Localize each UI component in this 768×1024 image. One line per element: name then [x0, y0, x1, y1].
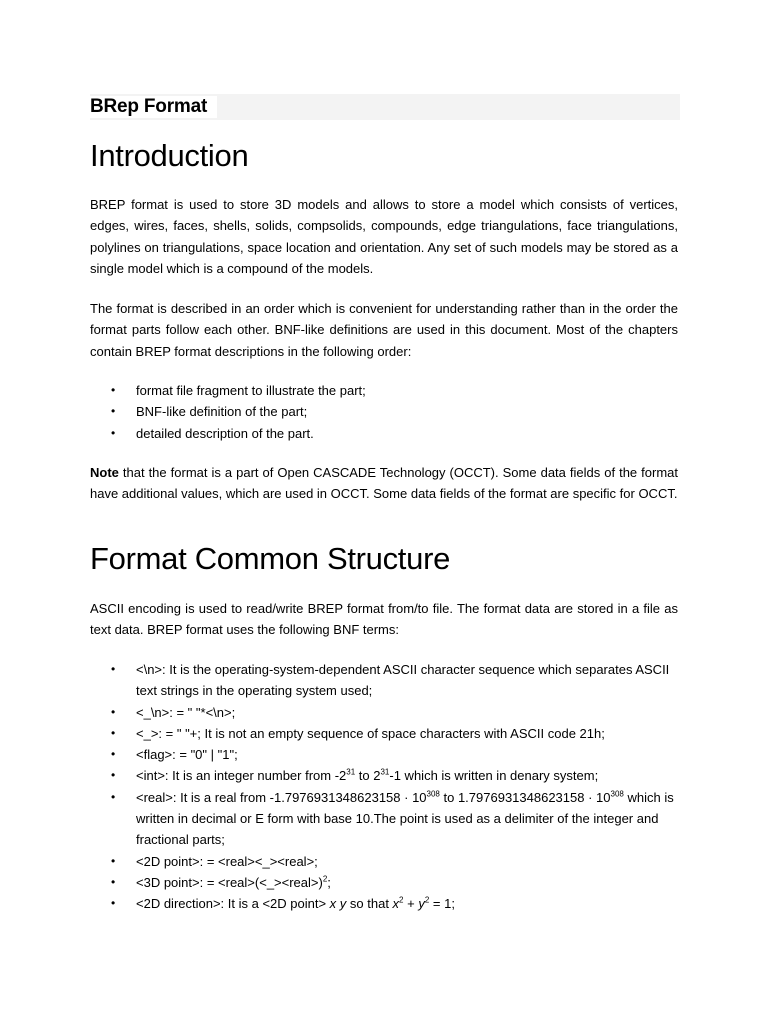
bullet-icon: • — [111, 896, 116, 911]
list-item: • <\n>: It is the operating-system-dependent ASCII character sequence which separates ASCII text strings in the operating system used; — [90, 659, 678, 702]
note-paragraph — [90, 462, 678, 505]
bullet-icon: • — [111, 789, 116, 804]
bullet-icon: • — [111, 725, 116, 740]
note-text: that the format is a part of Open CASCADE Technology (OCCT). Some data fields of the format have additional values, which are used in OCCT. Some data fields of the format are specific for OCCT. — [90, 465, 678, 502]
bullet-icon: • — [111, 404, 116, 419]
structure-paragraph-1: ASCII encoding is used to read/write BREP format from/to file. The format data are stored in a file as text data. BREP format uses the following BNF terms: — [90, 601, 678, 638]
list-item: • <3D point>: = <real>(<_><real>)$^2$; — [90, 872, 678, 893]
heading-format-common-structure: Format Common Structure — [90, 541, 451, 576]
bullet-icon: • — [111, 747, 116, 762]
bullet-icon: • — [111, 853, 116, 868]
list-item: • format file fragment to illustrate the part; — [90, 380, 678, 401]
list-item: • detailed description of the part. — [90, 423, 678, 444]
list-item: • <real>: It is a real from $-1.7976931348623158 \cdot 10^{308}$ to $1.7976931348623158 \cdot 10^{308}$ which is written in decimal or E form with base 10.The point is used as a delimiter of the integer and fractional parts; — [90, 787, 678, 851]
document-title: BRep Format — [90, 96, 217, 118]
bullet-icon: • — [111, 383, 116, 397]
bullet-icon: • — [111, 425, 116, 440]
note-label: Note — [90, 465, 119, 480]
list-item: • <int>: It is an integer number from $-2^{31}$ to $2^{31}-1$ which is written in denary system; — [90, 765, 678, 786]
bullet-icon: • — [111, 704, 116, 719]
list-item: • <flag>: = "0" | "1"; — [90, 744, 678, 765]
intro-paragraph-2: The format is described in an order which is convenient for understanding rather than in the order the format parts follow each other. BNF-like definitions are used in this document. Most of the chapters contain BREP format descriptions in the following order: — [90, 301, 678, 359]
bullet-icon: • — [111, 662, 116, 676]
list-item: • <2D direction>: It is a <2D point> x y so that $x^2 + y^2 = 1$; — [90, 893, 678, 914]
bullet-icon: • — [111, 874, 116, 889]
list-item: • <_>: = " "+; It is not an empty sequence of space characters with ASCII code 21h; — [90, 723, 678, 744]
heading-introduction: Introduction — [90, 138, 249, 173]
document-header — [90, 94, 680, 120]
bnf-terms-list — [90, 659, 678, 915]
bullet-icon: • — [111, 768, 116, 783]
list-item: • BNF-like definition of the part; — [90, 401, 678, 422]
list-item: • <2D point>: = <real><_><real>; — [90, 851, 678, 872]
intro-bullet-list — [90, 380, 678, 444]
list-item: • <_\n>: = " "*<\n>; — [90, 702, 678, 723]
intro-paragraph-1: BREP format is used to store 3D models and allows to store a model which consists of vertices, edges, wires, faces, shells, solids, compsolids, compounds, edge triangulations, face triangulations, polylines on triangulations, space location and orientation. Any set of such models may be stored as a single model which is a compound of the models. — [90, 197, 678, 276]
